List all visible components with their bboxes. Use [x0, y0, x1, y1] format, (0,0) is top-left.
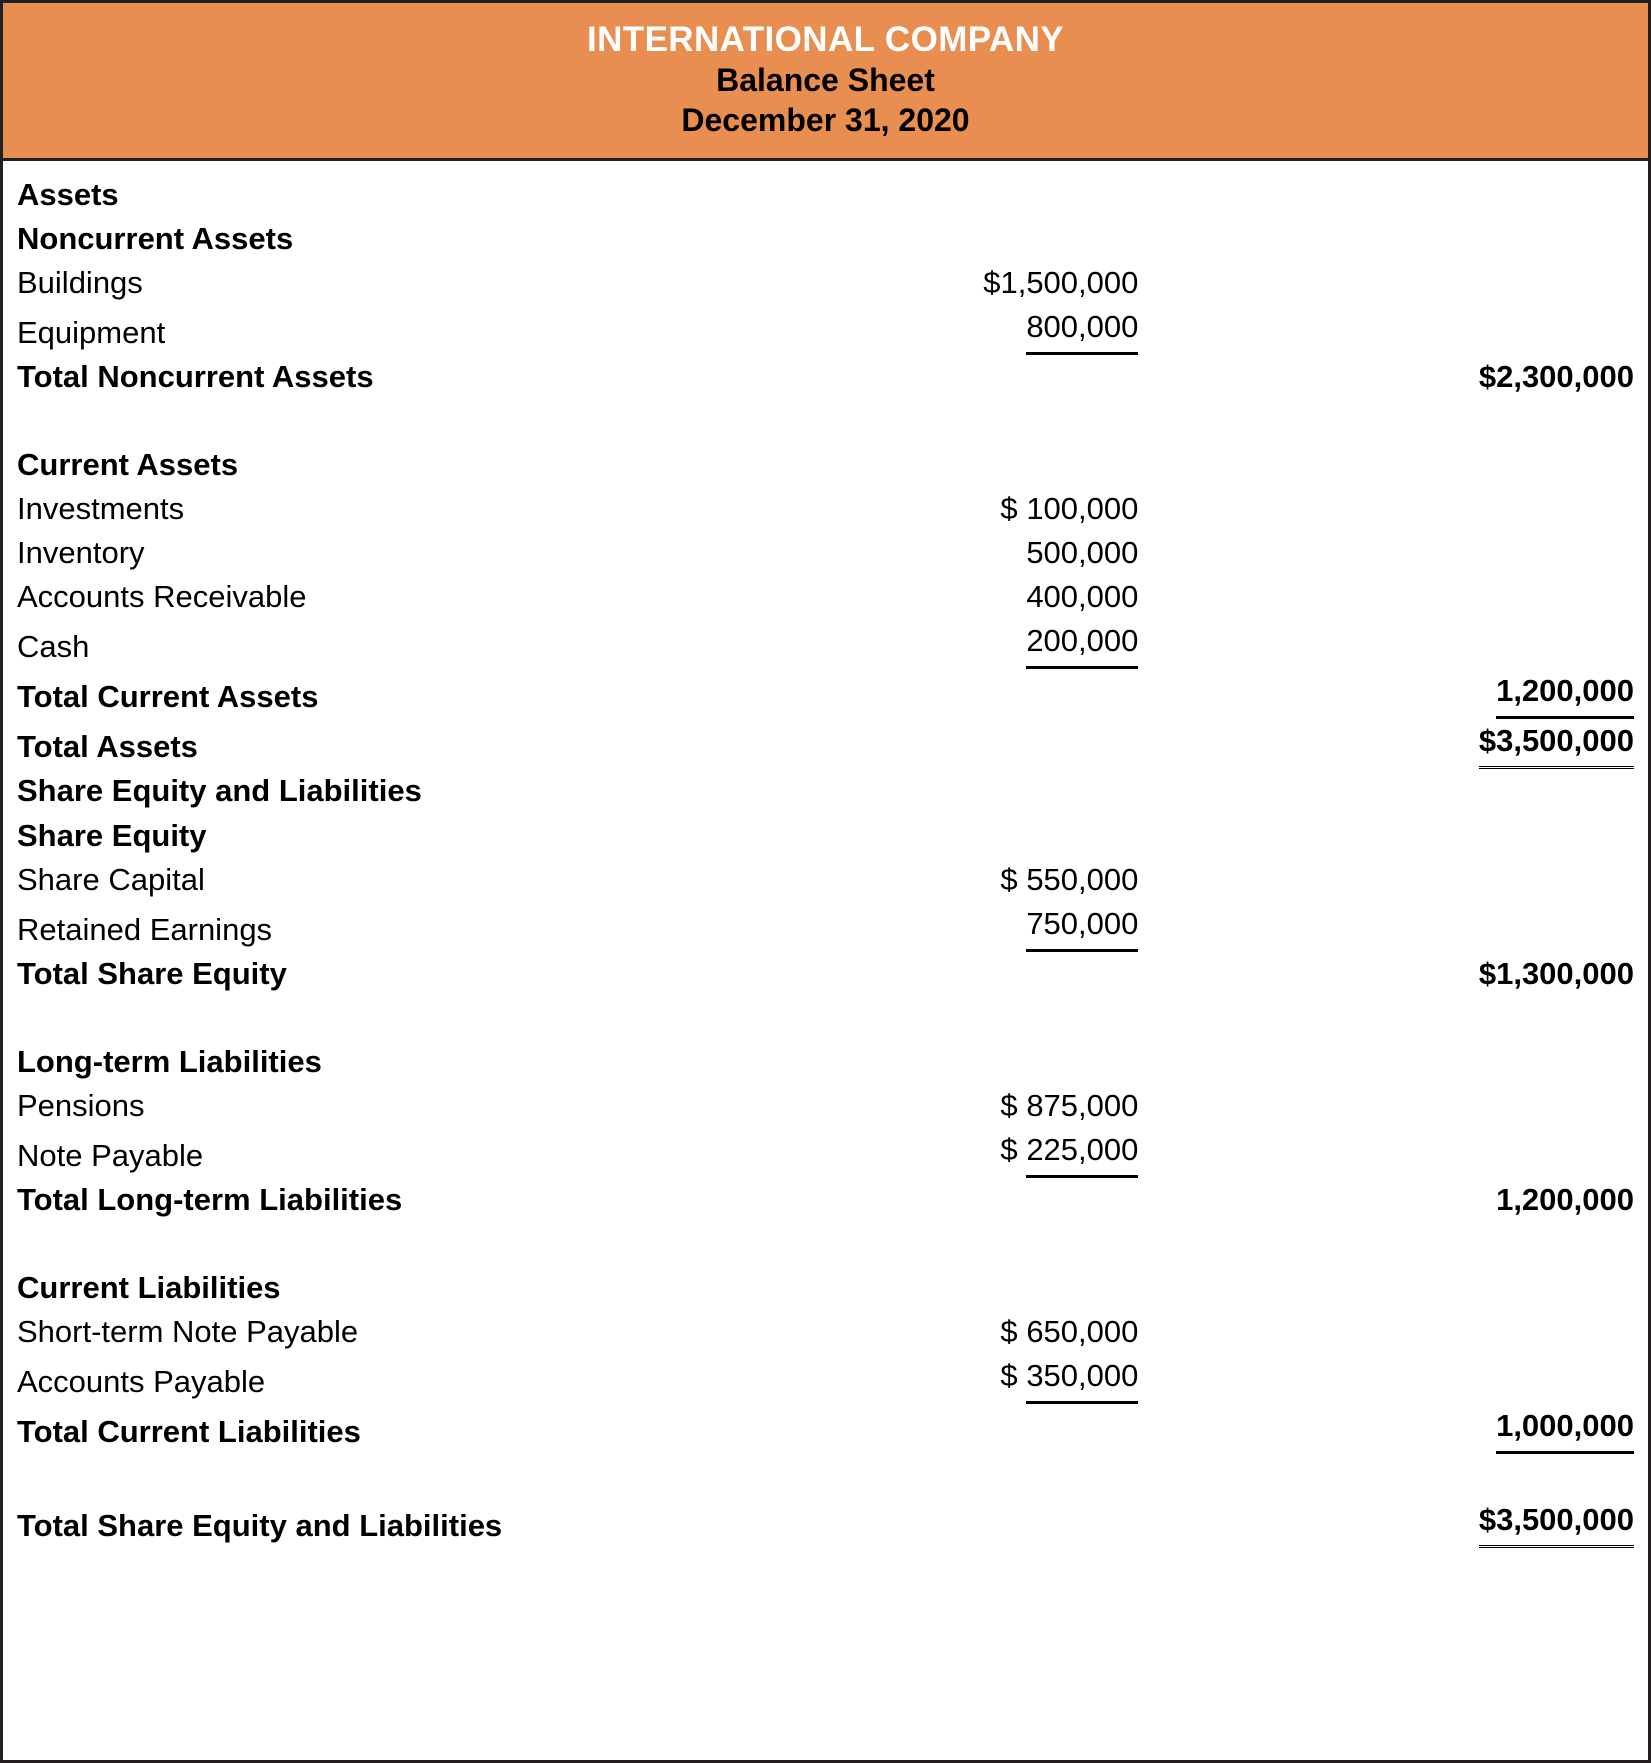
currency-symbol: $ — [1000, 1131, 1018, 1167]
empty-cell — [1138, 619, 1634, 669]
empty-cell — [718, 952, 1139, 996]
empty-cell — [718, 719, 1139, 769]
amount-value: 1,200,000 — [1496, 1181, 1634, 1217]
table-row — [17, 1404, 1634, 1454]
currency-symbol: $ — [1000, 491, 1018, 527]
table-row — [17, 619, 1634, 669]
total-noncurrent-assets-label: Total Noncurrent Assets — [17, 359, 374, 395]
accounts-receivable-amount — [718, 575, 1139, 619]
amount-value: 650,000 — [1026, 1313, 1139, 1349]
amount-value-underlined: 800,000 — [1026, 305, 1138, 355]
amount-value: 500,000 — [1026, 535, 1139, 571]
amount-value-underlined: 350,000 — [1026, 1354, 1138, 1404]
amount-value: $1,300,000 — [1478, 955, 1634, 991]
share-equity-heading: Share Equity — [17, 817, 207, 853]
amount-value: 100,000 — [1026, 491, 1139, 527]
short-term-note-payable-amount — [718, 1310, 1139, 1354]
table-row — [17, 1354, 1634, 1404]
amount-value-double-underlined: $3,500,000 — [1479, 719, 1634, 769]
pensions-amount — [718, 1084, 1139, 1128]
table-row — [17, 1498, 1634, 1548]
table-row — [17, 1084, 1634, 1128]
balance-sheet-table — [17, 173, 1634, 1547]
share-capital-amount — [718, 858, 1139, 902]
table-row — [17, 952, 1634, 996]
total-current-assets-amount — [1138, 669, 1634, 719]
amount-value: $1,500,000 — [983, 265, 1139, 301]
empty-cell — [718, 1040, 1139, 1084]
empty-cell — [1138, 1266, 1634, 1310]
total-assets-amount — [1138, 719, 1634, 769]
empty-cell — [718, 443, 1139, 487]
row-spacer — [17, 399, 1634, 443]
amount-value: $2,300,000 — [1478, 359, 1634, 395]
table-row — [17, 902, 1634, 952]
empty-cell — [1138, 1084, 1634, 1128]
retained-earnings-label: Retained Earnings — [17, 911, 273, 947]
empty-cell — [1138, 173, 1634, 217]
amount-value: 400,000 — [1026, 579, 1139, 615]
share-capital-label: Share Capital — [17, 861, 205, 897]
buildings-label: Buildings — [17, 265, 143, 301]
accounts-receivable-label: Accounts Receivable — [17, 579, 307, 615]
empty-cell — [718, 669, 1139, 719]
accounts-payable-amount — [718, 1354, 1139, 1404]
empty-cell — [718, 1404, 1139, 1454]
total-share-equity-amount — [1138, 952, 1634, 996]
table-row — [17, 769, 1634, 813]
table-row — [17, 719, 1634, 769]
note-payable-amount — [718, 1128, 1139, 1178]
table-row — [17, 1178, 1634, 1222]
amount-value-underlined: 225,000 — [1026, 1128, 1138, 1178]
empty-cell — [1138, 858, 1634, 902]
table-row — [17, 355, 1634, 399]
row-spacer — [17, 1222, 1634, 1266]
total-current-liabilities-amount — [1138, 1404, 1634, 1454]
empty-cell — [718, 355, 1139, 399]
company-name: INTERNATIONAL COMPANY — [586, 20, 1064, 59]
empty-cell — [718, 1178, 1139, 1222]
amount-value-underlined: 200,000 — [1026, 619, 1138, 669]
table-row — [17, 1128, 1634, 1178]
current-assets-heading: Current Assets — [17, 447, 239, 483]
empty-cell — [1138, 1310, 1634, 1354]
empty-cell — [718, 173, 1139, 217]
currency-symbol: $ — [1000, 1087, 1018, 1123]
currency-symbol: $ — [1000, 1357, 1018, 1393]
total-current-liabilities-label: Total Current Liabilities — [17, 1413, 361, 1449]
retained-earnings-amount — [718, 902, 1139, 952]
empty-cell — [1138, 575, 1634, 619]
table-row — [17, 531, 1634, 575]
cash-amount — [718, 619, 1139, 669]
total-share-equity-label: Total Share Equity — [17, 955, 287, 991]
empty-cell — [1138, 443, 1634, 487]
note-payable-label: Note Payable — [17, 1137, 204, 1173]
share-equity-liabilities-heading: Share Equity and Liabilities — [17, 773, 422, 809]
amount-value: 550,000 — [1026, 861, 1139, 897]
balance-sheet-body — [3, 161, 1648, 1547]
longterm-liabilities-heading: Long-term Liabilities — [17, 1043, 322, 1079]
total-longterm-liabilities-label: Total Long-term Liabilities — [17, 1181, 403, 1217]
assets-heading: Assets — [17, 177, 119, 213]
inventory-label: Inventory — [17, 535, 145, 571]
pensions-label: Pensions — [17, 1087, 145, 1123]
document-header — [3, 3, 1648, 161]
total-current-assets-label: Total Current Assets — [17, 679, 319, 715]
row-spacer — [17, 996, 1634, 1040]
inventory-amount — [718, 531, 1139, 575]
currency-symbol: $ — [1000, 861, 1018, 897]
empty-cell — [1138, 1040, 1634, 1084]
amount-value-underlined: 1,000,000 — [1496, 1404, 1634, 1454]
empty-cell — [718, 217, 1139, 261]
row-spacer — [17, 1454, 1634, 1498]
table-row — [17, 487, 1634, 531]
empty-cell — [718, 1498, 1139, 1548]
amount-value-underlined: 750,000 — [1026, 902, 1138, 952]
amount-value-double-underlined: $3,500,000 — [1479, 1498, 1634, 1548]
amount-value-underlined: 1,200,000 — [1496, 669, 1634, 719]
document-date: December 31, 2020 — [681, 102, 970, 139]
table-row — [17, 305, 1634, 355]
empty-cell — [1138, 487, 1634, 531]
total-equity-liabilities-label: Total Share Equity and Liabilities — [17, 1507, 503, 1543]
table-row — [17, 1310, 1634, 1354]
equipment-amount — [718, 305, 1139, 355]
table-row — [17, 1040, 1634, 1084]
table-row — [17, 575, 1634, 619]
empty-cell — [1138, 217, 1634, 261]
total-noncurrent-assets-amount — [1138, 355, 1634, 399]
empty-cell — [1138, 1354, 1634, 1404]
total-longterm-liabilities-amount — [1138, 1178, 1634, 1222]
buildings-amount — [718, 261, 1139, 305]
empty-cell — [1138, 902, 1634, 952]
empty-cell — [1138, 531, 1634, 575]
total-equity-liabilities-amount — [1138, 1498, 1634, 1548]
empty-cell — [1138, 769, 1634, 813]
equipment-label: Equipment — [17, 315, 166, 351]
document-title: Balance Sheet — [716, 62, 935, 99]
noncurrent-assets-heading: Noncurrent Assets — [17, 221, 294, 257]
table-row — [17, 814, 1634, 858]
empty-cell — [718, 769, 1139, 813]
table-row — [17, 858, 1634, 902]
table-row — [17, 261, 1634, 305]
current-liabilities-heading: Current Liabilities — [17, 1269, 281, 1305]
investments-amount — [718, 487, 1139, 531]
accounts-payable-label: Accounts Payable — [17, 1363, 266, 1399]
table-row — [17, 669, 1634, 719]
cash-label: Cash — [17, 629, 90, 665]
short-term-note-payable-label: Short-term Note Payable — [17, 1313, 359, 1349]
empty-cell — [1138, 1128, 1634, 1178]
table-row — [17, 173, 1634, 217]
empty-cell — [1138, 305, 1634, 355]
empty-cell — [718, 814, 1139, 858]
total-assets-label: Total Assets — [17, 729, 198, 765]
table-row — [17, 217, 1634, 261]
empty-cell — [1138, 814, 1634, 858]
empty-cell — [718, 1266, 1139, 1310]
table-row — [17, 443, 1634, 487]
investments-label: Investments — [17, 491, 185, 527]
currency-symbol: $ — [1000, 1313, 1018, 1349]
empty-cell — [1138, 261, 1634, 305]
table-row — [17, 1266, 1634, 1310]
amount-value: 875,000 — [1026, 1087, 1139, 1123]
